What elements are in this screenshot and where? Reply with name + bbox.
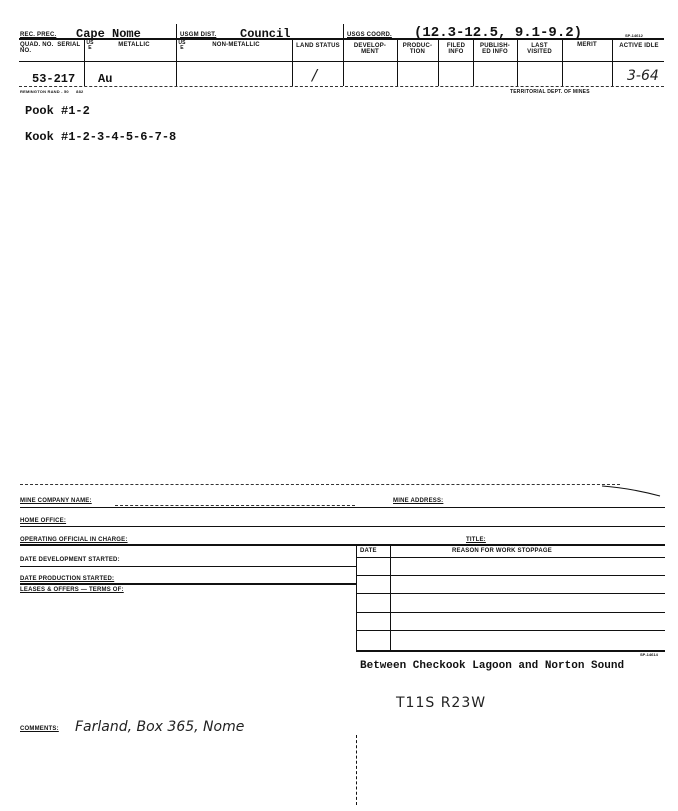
usgm-dist-value: Council <box>240 27 291 41</box>
location-note: Between Checkook Lagoon and Norton Sound <box>360 660 625 672</box>
record-quad-serial: 53-217 <box>32 72 76 86</box>
usgs-coord-label: USGS COORD. <box>347 32 392 38</box>
record-land-status: / <box>312 66 318 84</box>
col-filed-info: FILED INFO <box>446 43 466 55</box>
home-office-label: HOME OFFICE: <box>20 518 67 524</box>
col-last-visited: LAST VISITED <box>527 43 552 55</box>
torn-edge-mark <box>600 484 662 498</box>
col-published-info: PUBLISH- ED INFO <box>480 43 510 55</box>
col-land-status: LAND STATUS <box>296 43 340 49</box>
card-footer-left <box>20 89 83 94</box>
col-active-idle: ACTIVE IDLE <box>619 43 659 49</box>
record-active-idle: 3-64 <box>627 68 659 84</box>
col-development: DEVELOP- MENT <box>353 43 387 55</box>
card-footer-code: 882 <box>76 89 84 94</box>
form-number: SP-14612 <box>625 33 643 38</box>
record-metallic: Au <box>98 72 113 86</box>
col-use-non-metallic: USE <box>178 40 186 51</box>
usgs-coord-value: (12.3-12.5, 9.1-9.2) <box>414 25 583 41</box>
col-quad-serial <box>20 42 82 54</box>
township-range: T11S R23W <box>396 695 487 711</box>
stoppage-reason-header: REASON FOR WORK STOPPAGE <box>452 548 552 554</box>
rec-prec-value: Cape Nome <box>76 27 141 41</box>
rec-prec-label: REC. PREC. <box>20 32 57 38</box>
col-quad-no: QUAD. NO. <box>20 42 54 48</box>
mine-company-name-label: MINE COMPANY NAME: <box>20 498 92 504</box>
record-rule <box>19 86 664 87</box>
col-metallic: METALLIC <box>118 42 150 48</box>
column-header-rule <box>19 61 664 62</box>
title-label: TITLE: <box>466 537 486 543</box>
header-rule <box>19 38 664 40</box>
mine-address-label: MINE ADDRESS: <box>393 498 444 504</box>
col-use-metallic: USE <box>86 40 94 51</box>
col-non-metallic: NON-METALLIC <box>212 42 260 48</box>
date-development-label: DATE DEVELOPMENT STARTED: <box>20 557 120 563</box>
claim-kook: Kook #1-2-3-4-5-6-7-8 <box>25 130 177 144</box>
col-merit: MERIT <box>577 42 597 48</box>
leases-offers-label: LEASES & OFFERS — TERMS OF: <box>20 587 124 593</box>
col-serial-no: SERIAL NO. <box>20 42 81 54</box>
card-footer-maker: REMINGTON RAND - 50 <box>20 89 69 94</box>
card-footer-right: TERRITORIAL DEPT. OF MINES <box>510 89 590 95</box>
stoppage-date-header: DATE <box>360 548 377 554</box>
comments-value: Farland, Box 365, Nome <box>75 719 245 735</box>
claim-pook: Pook #1-2 <box>25 104 90 118</box>
comments-label: COMMENTS: <box>20 726 59 732</box>
col-production: PRODUC- TION <box>402 43 433 55</box>
date-production-label: DATE PRODUCTION STARTED: <box>20 576 115 582</box>
lower-form-number: SP-14614 <box>640 652 658 657</box>
operating-official-label: OPERATING OFFICIAL IN CHARGE: <box>20 537 128 543</box>
usgm-dist-label: USGM DIST. <box>180 32 217 38</box>
